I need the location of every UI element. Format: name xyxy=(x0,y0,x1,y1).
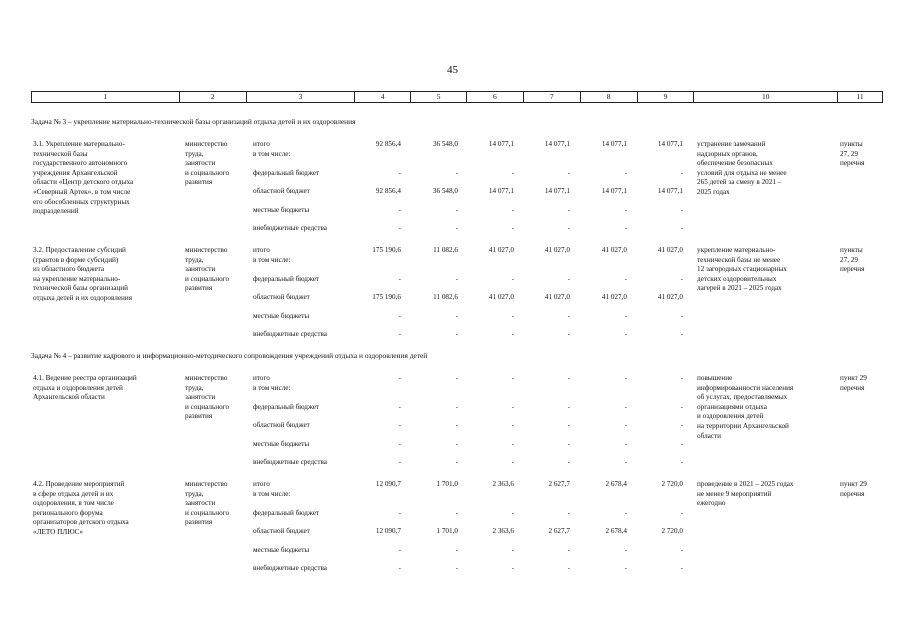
funding-value-cell: 175 190,6 xyxy=(372,246,401,254)
funding-value-cell: 41 027,0 xyxy=(601,293,627,301)
funding-value-cell: 2 363,6 xyxy=(492,480,514,488)
budget-source-label: федеральный бюджет xyxy=(253,509,320,517)
funding-value-cell: - xyxy=(511,330,514,338)
expected-result-cell: укрепление материально- технической базы не менее 12 загородных стационарных детских оздоровительных лагерей в 2021 – 2025 годах xyxy=(697,246,787,293)
funding-value-cell: - xyxy=(567,224,570,232)
measure-name-cell: 3.1. Укрепление материально- технической базы государственного автономного учреждения Архангельской области «Центр детского отдыха «Северный Артек», в том числе его обособленных структурных подразделений xyxy=(33,140,134,216)
budget-source-label: местные бюджеты xyxy=(253,206,310,214)
funding-value-cell: 1 701,0 xyxy=(436,527,458,535)
funding-value-cell: 11 082,6 xyxy=(433,293,458,301)
column-header-2: 2 xyxy=(180,92,247,102)
column-header-3: 3 xyxy=(247,92,356,102)
funding-value-cell: - xyxy=(455,546,458,554)
funding-value-cell: - xyxy=(624,440,627,448)
funding-value-cell: 2 720,0 xyxy=(661,480,683,488)
reference-cell: пункты 27, 29 перечня xyxy=(840,246,865,274)
budget-source-label: итого в том числе: xyxy=(253,140,291,158)
budget-source-label: федеральный бюджет xyxy=(253,169,320,177)
funding-value-cell: 2 627,7 xyxy=(548,480,570,488)
funding-value-cell: - xyxy=(680,564,683,572)
funding-value-cell: 14 077,1 xyxy=(657,187,683,195)
budget-source-label: местные бюджеты xyxy=(253,312,310,320)
funding-value-cell: 41 027,0 xyxy=(488,293,514,301)
funding-value-cell: - xyxy=(398,403,401,411)
funding-value-cell: - xyxy=(680,169,683,177)
funding-value-cell: - xyxy=(455,312,458,320)
funding-value-cell: - xyxy=(455,458,458,466)
budget-source-label: местные бюджеты xyxy=(253,440,310,448)
funding-value-cell: - xyxy=(455,206,458,214)
column-header-8: 8 xyxy=(581,92,638,102)
funding-value-cell: 11 082,6 xyxy=(433,246,458,254)
funding-value-cell: - xyxy=(398,169,401,177)
budget-source-label: областной бюджет xyxy=(253,293,310,301)
executor-cell: министерство труда, занятости и социального развития xyxy=(185,480,230,527)
measure-name-cell: 4.2. Проведение мероприятий в сфере отдыха детей и их оздоровления, в том числе регионального форума организаторов детского отдыха «ЛЕТО ПЛЮС» xyxy=(33,480,129,536)
budget-source-label: местные бюджеты xyxy=(253,546,310,554)
funding-value-cell: 14 077,1 xyxy=(601,140,627,148)
funding-value-cell: - xyxy=(567,206,570,214)
funding-value-cell: - xyxy=(567,403,570,411)
funding-value-cell: - xyxy=(511,564,514,572)
funding-value-cell: - xyxy=(680,403,683,411)
funding-value-cell: 14 077,1 xyxy=(657,140,683,148)
funding-value-cell: 2 720,0 xyxy=(661,527,683,535)
funding-value-cell: - xyxy=(624,564,627,572)
funding-value-cell: - xyxy=(624,275,627,283)
funding-value-cell: - xyxy=(680,458,683,466)
budget-source-label: внебюджетные средства xyxy=(253,330,327,338)
column-header-10: 10 xyxy=(694,92,838,102)
budget-source-label: внебюджетные средства xyxy=(253,224,327,232)
budget-source-label: областной бюджет xyxy=(253,421,310,429)
funding-value-cell: - xyxy=(455,403,458,411)
funding-value-cell: - xyxy=(624,421,627,429)
task-3-heading: Задача № 3 – укрепление материально-технической базы организаций отдыха детей и их оздоровления xyxy=(31,117,356,126)
funding-value-cell: - xyxy=(567,275,570,283)
funding-value-cell: 14 077,1 xyxy=(601,187,627,195)
funding-value-cell: - xyxy=(511,312,514,320)
funding-value-cell: 2 678,4 xyxy=(605,480,627,488)
funding-value-cell: 92 856,4 xyxy=(375,140,401,148)
budget-source-label: внебюджетные средства xyxy=(253,458,327,466)
funding-value-cell: 12 090,7 xyxy=(375,527,401,535)
column-header-6: 6 xyxy=(467,92,524,102)
executor-cell: министерство труда, занятости и социального развития xyxy=(185,246,230,293)
funding-value-cell: - xyxy=(511,509,514,517)
funding-value-cell: 2 678,4 xyxy=(605,527,627,535)
reference-cell: пункт 29 перечня xyxy=(840,480,867,498)
funding-value-cell: - xyxy=(511,275,514,283)
funding-value-cell: - xyxy=(455,564,458,572)
funding-value-cell: - xyxy=(680,509,683,517)
funding-value-cell: - xyxy=(511,421,514,429)
funding-value-cell: - xyxy=(511,169,514,177)
funding-value-cell: 14 077,1 xyxy=(544,140,570,148)
funding-value-cell: - xyxy=(567,440,570,448)
column-header-7: 7 xyxy=(524,92,581,102)
funding-value-cell: - xyxy=(455,224,458,232)
funding-value-cell: 14 077,1 xyxy=(488,187,514,195)
funding-value-cell: - xyxy=(624,330,627,338)
funding-value-cell: - xyxy=(624,224,627,232)
funding-value-cell: 41 027,0 xyxy=(488,246,514,254)
funding-value-cell: - xyxy=(511,374,514,382)
funding-value-cell: - xyxy=(455,509,458,517)
funding-value-cell: - xyxy=(680,546,683,554)
funding-value-cell: - xyxy=(567,509,570,517)
funding-value-cell: 14 077,1 xyxy=(488,140,514,148)
funding-value-cell: 36 548,0 xyxy=(432,187,458,195)
budget-source-label: итого в том числе: xyxy=(253,246,291,264)
funding-value-cell: - xyxy=(680,224,683,232)
funding-value-cell: - xyxy=(455,440,458,448)
funding-value-cell: - xyxy=(624,546,627,554)
funding-value-cell: - xyxy=(624,509,627,517)
funding-value-cell: - xyxy=(398,509,401,517)
funding-value-cell: 41 027,0 xyxy=(601,246,627,254)
funding-value-cell: - xyxy=(680,374,683,382)
funding-value-cell: - xyxy=(511,546,514,554)
budget-source-label: итого в том числе: xyxy=(253,374,291,392)
funding-value-cell: - xyxy=(680,440,683,448)
funding-value-cell: - xyxy=(511,403,514,411)
funding-value-cell: - xyxy=(511,458,514,466)
funding-value-cell: 175 190,6 xyxy=(372,293,401,301)
funding-value-cell: 36 548,0 xyxy=(432,140,458,148)
funding-value-cell: - xyxy=(624,403,627,411)
funding-value-cell: 41 027,0 xyxy=(544,246,570,254)
funding-value-cell: - xyxy=(567,374,570,382)
budget-source-label: внебюджетные средства xyxy=(253,564,327,572)
funding-value-cell: - xyxy=(624,206,627,214)
budget-source-label: областной бюджет xyxy=(253,527,310,535)
funding-value-cell: - xyxy=(398,458,401,466)
column-header-1: 1 xyxy=(32,92,180,102)
funding-value-cell: 41 027,0 xyxy=(657,246,683,254)
funding-value-cell: - xyxy=(398,312,401,320)
column-header-5: 5 xyxy=(411,92,467,102)
funding-value-cell: 2 627,7 xyxy=(548,527,570,535)
funding-value-cell: - xyxy=(680,275,683,283)
funding-value-cell: 2 363,6 xyxy=(492,527,514,535)
funding-value-cell: 14 077,1 xyxy=(544,187,570,195)
budget-source-label: федеральный бюджет xyxy=(253,403,320,411)
funding-value-cell: - xyxy=(567,458,570,466)
table-header-row xyxy=(31,91,883,103)
funding-value-cell: - xyxy=(680,312,683,320)
funding-value-cell: - xyxy=(511,224,514,232)
column-header-9: 9 xyxy=(638,92,695,102)
funding-value-cell: - xyxy=(624,169,627,177)
funding-value-cell: - xyxy=(567,169,570,177)
executor-cell: министерство труда, занятости и социального развития xyxy=(185,140,230,187)
reference-cell: пункт 29 перечня xyxy=(840,374,867,392)
funding-value-cell: - xyxy=(455,330,458,338)
expected-result-cell: повышение информированности населения об услугах, предоставляемых организациями отдыха и оздоровления детей на территории Архангельской области xyxy=(697,374,794,440)
funding-value-cell: - xyxy=(398,330,401,338)
funding-value-cell: 41 027,0 xyxy=(544,293,570,301)
budget-source-label: итого в том числе: xyxy=(253,480,291,498)
funding-value-cell: - xyxy=(398,206,401,214)
executor-cell: министерство труда, занятости и социального развития xyxy=(185,374,230,421)
page-number: 45 xyxy=(447,64,458,76)
budget-source-label: федеральный бюджет xyxy=(253,275,320,283)
funding-value-cell: - xyxy=(455,421,458,429)
funding-value-cell: - xyxy=(398,440,401,448)
funding-value-cell: - xyxy=(398,224,401,232)
budget-source-label: областной бюджет xyxy=(253,187,310,195)
funding-value-cell: - xyxy=(398,546,401,554)
funding-value-cell: 41 027,0 xyxy=(657,293,683,301)
funding-value-cell: - xyxy=(455,275,458,283)
funding-value-cell: - xyxy=(680,206,683,214)
funding-value-cell: - xyxy=(624,458,627,466)
funding-value-cell: - xyxy=(398,421,401,429)
reference-cell: пункты 27, 29 перечня xyxy=(840,140,865,168)
task-4-heading: Задача № 4 – развитие кадрового и информационно-методического сопровождения учреждений отдыха и оздоровления детей xyxy=(31,351,428,360)
funding-value-cell: - xyxy=(624,374,627,382)
funding-value-cell: - xyxy=(567,330,570,338)
column-header-11: 11 xyxy=(856,92,864,101)
funding-value-cell: - xyxy=(455,169,458,177)
funding-value-cell: 12 090,7 xyxy=(375,480,401,488)
funding-value-cell: - xyxy=(567,546,570,554)
funding-value-cell: - xyxy=(455,374,458,382)
expected-result-cell: проведение в 2021 – 2025 годах не менее 9 мероприятий ежегодно xyxy=(697,480,794,508)
funding-value-cell: - xyxy=(511,206,514,214)
funding-value-cell: 92 856,4 xyxy=(375,187,401,195)
column-header-4: 4 xyxy=(355,92,411,102)
measure-name-cell: 3.2. Предоставление субсидий (грантов в форме субсидий) из областного бюджета на укрепление материально- технической базы организаций отдыха детей и их оздоровления xyxy=(33,246,133,302)
expected-result-cell: устранение замечаний надзорных органов, обеспечение безопасных условий для отдыха не менее 265 детей за смену в 2021 – 2025 годах xyxy=(697,140,787,196)
funding-value-cell: 1 701,0 xyxy=(436,480,458,488)
funding-value-cell: - xyxy=(567,564,570,572)
funding-value-cell: - xyxy=(398,564,401,572)
funding-value-cell: - xyxy=(680,421,683,429)
funding-value-cell: - xyxy=(567,421,570,429)
funding-value-cell: - xyxy=(567,312,570,320)
funding-value-cell: - xyxy=(511,440,514,448)
funding-value-cell: - xyxy=(398,275,401,283)
funding-value-cell: - xyxy=(680,330,683,338)
funding-value-cell: - xyxy=(398,374,401,382)
measure-name-cell: 4.1. Ведение реестра организаций отдыха и оздоровления детей Архангельской области xyxy=(33,374,137,402)
funding-value-cell: - xyxy=(624,312,627,320)
